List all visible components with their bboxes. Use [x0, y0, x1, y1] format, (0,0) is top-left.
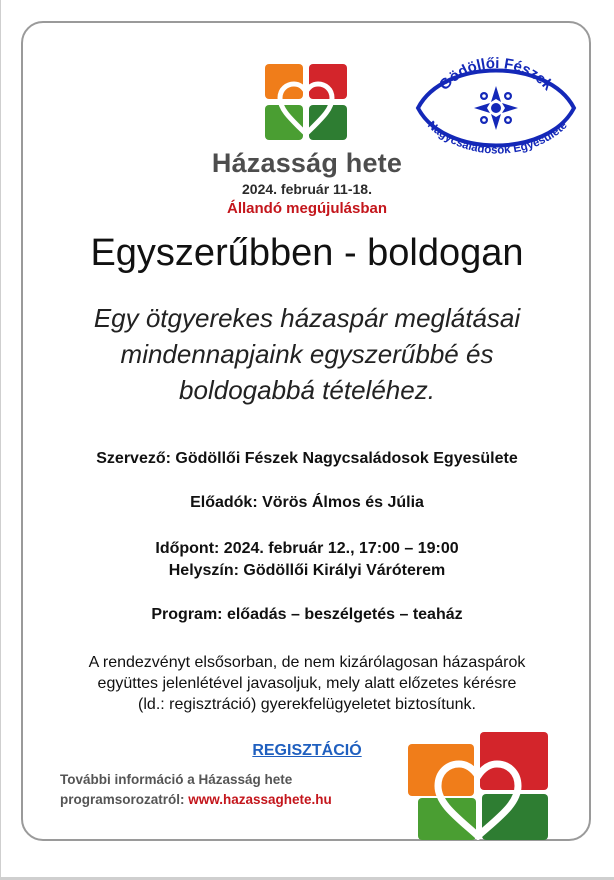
subtitle: [50, 300, 564, 408]
logo-top-text: Gödöllői Fészek: [435, 54, 557, 94]
time-place-block: [30, 538, 584, 582]
subtitle-line: Egy ötgyerekes házaspár meglátásai: [93, 303, 521, 333]
subtitle-line: mindennapjaink egyszerűbbé és: [120, 339, 494, 369]
program-line: Program: előadás – beszélgetés – teaház: [151, 606, 463, 623]
more-info-line-2: [60, 790, 390, 810]
event-tagline: Állandó megújulásban: [226, 200, 388, 217]
description-line: (ld.: regisztráció) gyerekfelügyeletet biztosítunk.: [138, 696, 476, 713]
more-info-line: További információ a Házasság hete: [60, 772, 293, 787]
subtitle-line: boldogabbá tételéhez.: [179, 375, 435, 405]
event-title: Házasság hete: [211, 148, 403, 178]
page-edge-left: [0, 0, 1, 880]
heart-tiles-large-logo-icon: [404, 728, 554, 840]
organizer-line: Szervező: Gödöllői Fészek Nagycsaládosok Egyesülete: [96, 450, 518, 467]
place-line: Helyszín: Gödöllői Királyi Váróterem: [168, 562, 446, 579]
event-dates: 2024. február 11-18.: [242, 181, 372, 197]
website-link[interactable]: www.hazassaghete.hu: [188, 792, 332, 807]
speakers-line: Előadók: Vörös Álmos és Júlia: [190, 494, 424, 511]
compass-eye-logo-icon: [404, 50, 588, 182]
description-line: A rendezvényt elsősorban, de nem kizárólagosan házaspárok: [88, 654, 526, 671]
description: [42, 652, 572, 715]
main-title: Egyszerűbben - boldogan: [90, 232, 524, 274]
heart-tiles-logo-icon: [262, 62, 350, 144]
time-line: Időpont: 2024. február 12., 17:00 – 19:00: [155, 540, 459, 557]
logo-bottom-text: Nagycsaládosok Egyesülete: [425, 119, 570, 157]
more-info-prefix: programsorozatról:: [60, 792, 189, 807]
more-info: [60, 770, 390, 810]
description-line: együttes jelenlétével javasoljuk, mely alatt előzetes kérésre: [97, 675, 517, 692]
registration-link[interactable]: REGISZTÁCIÓ: [252, 742, 362, 759]
